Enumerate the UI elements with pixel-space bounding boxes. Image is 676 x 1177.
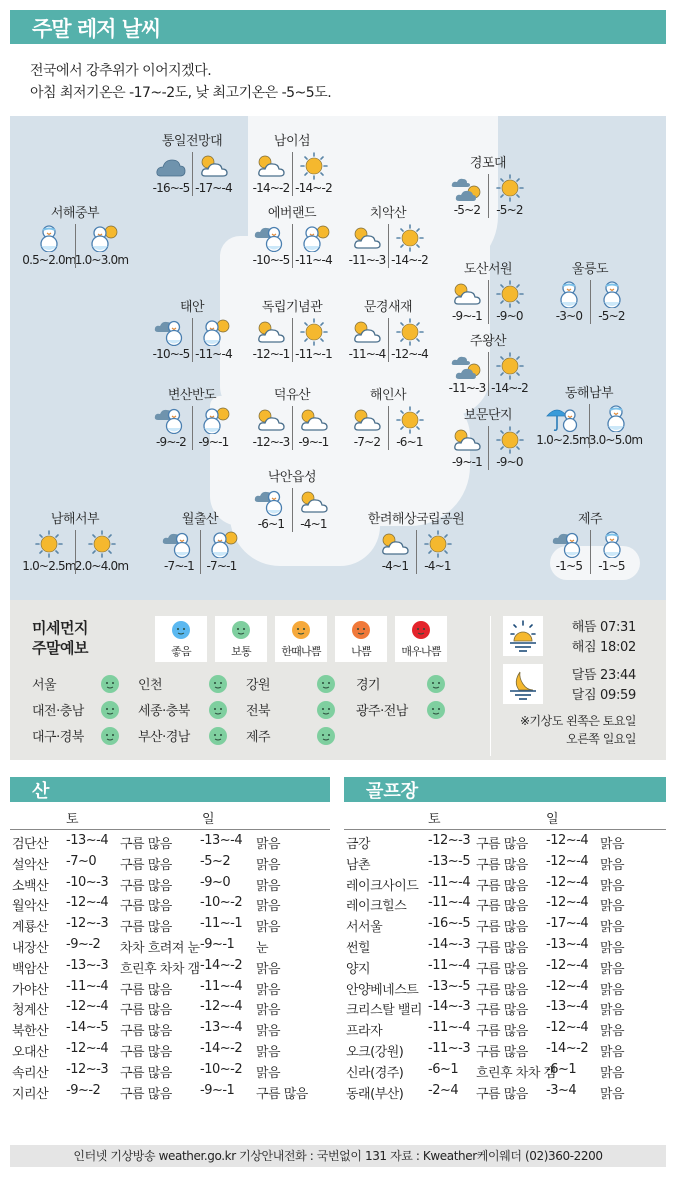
cell-sun-temp: -14~-2 bbox=[200, 957, 243, 973]
snowman-sun-icon bbox=[196, 406, 232, 434]
cell-sun-wx: 맑음 bbox=[256, 920, 281, 936]
cell-sun-wx: 맑음 bbox=[256, 1003, 281, 1019]
dust-title: 미세먼지 주말예보 bbox=[32, 619, 88, 657]
legend-normal: 보통 bbox=[215, 616, 267, 662]
cell-sun-temp: -9~-1 bbox=[200, 1082, 235, 1098]
cell-name: 레이크힐스 bbox=[346, 899, 407, 915]
mountains-title: 산 bbox=[32, 781, 50, 802]
cell-sat-temp: -12~-3 bbox=[66, 916, 109, 932]
footer: 인터넷 기상방송 weather.go.kr 기상안내전화 : 국번없이 131 자료 : Kweather케이웨더 (02)360-2200 bbox=[10, 1145, 666, 1167]
snowman-sun-icon bbox=[84, 224, 120, 252]
map-spot: 주왕산 -11~-3 -14~-2 bbox=[438, 334, 538, 396]
cell-sun-wx: 맑음 bbox=[600, 982, 625, 998]
sunny-icon bbox=[31, 530, 67, 558]
cell-sun-temp: -14~-2 bbox=[546, 1040, 589, 1056]
cell-sat-wx: 구름 많음 bbox=[476, 1086, 528, 1102]
cell-sun-wx: 맑음 bbox=[256, 982, 281, 998]
cell-sat-wx: 구름 많음 bbox=[476, 961, 528, 977]
cell-sun-temp: -10~-2 bbox=[200, 895, 243, 911]
map-spot: 변산반도 -9~-2 -9~-1 bbox=[142, 388, 242, 450]
cell-sat-temp: -14~-3 bbox=[428, 999, 471, 1015]
region-label: 강원 bbox=[246, 678, 271, 693]
region-label: 전북 bbox=[246, 704, 271, 719]
cell-sat-temp: -12~-4 bbox=[66, 999, 109, 1015]
snowman-icon bbox=[598, 404, 634, 432]
cell-sat-temp: -14~-3 bbox=[428, 936, 471, 952]
map-spot: 울릉도 -3~0 -5~2 bbox=[540, 262, 640, 324]
face-normal-icon bbox=[208, 674, 228, 694]
cell-sat-wx: 흐린후 차차 갬 bbox=[476, 1065, 556, 1081]
face-partly-bad-icon bbox=[291, 620, 311, 640]
snowman-cloud-icon bbox=[153, 318, 189, 346]
table-row bbox=[10, 934, 330, 955]
map-spot: 남해서부 1.0~2.5m 2.0~4.0m bbox=[22, 512, 129, 573]
partly-cloudy-icon bbox=[296, 488, 332, 516]
cell-sat-temp: -12~-4 bbox=[66, 895, 109, 911]
cell-sat-temp: -10~-3 bbox=[66, 874, 109, 890]
cell-sat-temp: -13~-5 bbox=[428, 978, 471, 994]
cell-sat-temp: -11~-3 bbox=[428, 1040, 471, 1056]
sunny-icon bbox=[420, 530, 456, 558]
table-row bbox=[10, 851, 330, 872]
cell-sat-wx: 구름 많음 bbox=[476, 920, 528, 936]
leisure-weather-map bbox=[10, 116, 666, 600]
table-header: 토 일 bbox=[10, 806, 330, 830]
cell-sat-wx: 구름 많음 bbox=[120, 899, 172, 915]
cell-name: 오대산 bbox=[12, 1044, 49, 1060]
snowman-cloud-icon bbox=[253, 224, 289, 252]
partly-cloudy-icon bbox=[253, 318, 289, 346]
snowman-icon bbox=[594, 530, 630, 558]
fine-dust-panel bbox=[10, 600, 666, 760]
cell-name: 양지 bbox=[346, 961, 371, 977]
cell-sun-wx: 맑음 bbox=[600, 940, 625, 956]
cell-sat-wx: 구름 많음 bbox=[476, 837, 528, 852]
cell-sun-wx: 맑음 bbox=[256, 878, 281, 894]
moonrise-icon-box bbox=[503, 664, 543, 704]
cell-name: 속리산 bbox=[12, 1065, 49, 1081]
cell-sun-wx: 맑음 bbox=[600, 878, 625, 894]
table-row bbox=[10, 872, 330, 893]
sunny-icon bbox=[392, 318, 428, 346]
table-row bbox=[344, 1080, 666, 1101]
moon-times: 달뜸 23:44 달짐 09:59 bbox=[571, 668, 636, 703]
region-label: 부산·경남 bbox=[138, 730, 190, 745]
map-spot: 문경새재 -11~-4 -12~-4 bbox=[338, 300, 438, 362]
region-label: 세종·충북 bbox=[138, 704, 190, 719]
cell-sun-temp: -12~-4 bbox=[546, 978, 589, 994]
cell-name: 신라(경주) bbox=[346, 1065, 404, 1081]
cell-sun-temp: -11~-1 bbox=[200, 916, 243, 932]
cell-sun-wx: 맑음 bbox=[600, 857, 625, 873]
face-normal-icon bbox=[231, 620, 251, 640]
table-row bbox=[344, 955, 666, 976]
cell-sun-wx: 맑음 bbox=[600, 920, 625, 936]
cell-sun-wx: 맑음 bbox=[256, 837, 281, 852]
sun-moon-panel bbox=[490, 616, 660, 756]
cell-sun-temp: -9~0 bbox=[200, 874, 231, 890]
cell-sat-temp: -6~1 bbox=[428, 1061, 459, 1077]
map-spot: 태안 -10~-5 -11~-4 bbox=[142, 300, 242, 362]
cell-name: 금강 bbox=[346, 837, 371, 852]
cell-sat-temp: -13~-3 bbox=[66, 957, 109, 973]
map-note: ※기상도 왼쪽은 토요일 오른쪽 일요일 bbox=[519, 714, 636, 746]
cell-sun-temp: -3~4 bbox=[546, 1082, 577, 1098]
face-normal-icon bbox=[100, 726, 120, 746]
table-row bbox=[344, 1059, 666, 1080]
moon-icon bbox=[503, 664, 543, 704]
table-row bbox=[10, 1059, 330, 1080]
map-spot: 남이섬 -14~-2 -14~-2 bbox=[242, 134, 342, 196]
cell-name: 검단산 bbox=[12, 837, 49, 852]
face-normal-icon bbox=[208, 726, 228, 746]
cell-sun-temp: -12~-4 bbox=[546, 1020, 589, 1036]
cell-sat-wx: 구름 많음 bbox=[120, 1086, 172, 1102]
cell-name: 가야산 bbox=[12, 982, 49, 998]
map-spot: 통일전망대 -16~-5 -17~-4 bbox=[142, 134, 242, 196]
partly-cloudy-icon bbox=[196, 152, 232, 180]
weather-summary bbox=[30, 60, 331, 104]
table-row bbox=[344, 913, 666, 934]
cell-sat-wx: 구름 많음 bbox=[476, 878, 528, 894]
cell-sat-wx: 구름 많음 bbox=[120, 920, 172, 936]
table-row bbox=[10, 830, 330, 851]
cell-sun-wx: 맑음 bbox=[600, 1024, 625, 1040]
sunrise-icon bbox=[503, 616, 543, 656]
face-normal-icon bbox=[426, 700, 446, 720]
sunrise-icon-box bbox=[503, 616, 543, 656]
table-row bbox=[344, 892, 666, 913]
face-bad-icon bbox=[351, 620, 371, 640]
cell-sun-temp: -9~-1 bbox=[200, 936, 235, 952]
cell-sat-wx: 차차 흐려져 눈 bbox=[120, 940, 200, 956]
cell-sat-temp: -13~-4 bbox=[66, 833, 109, 848]
region-label: 서울 bbox=[32, 678, 57, 693]
cell-sat-temp: -11~-4 bbox=[428, 957, 471, 973]
map-spot: 월출산 -7~-1 -7~-1 bbox=[150, 512, 250, 574]
map-spot: 독립기념관 -12~-1 -11~-1 bbox=[242, 300, 342, 362]
cell-sat-wx: 구름 많음 bbox=[120, 982, 172, 998]
page-title-bar bbox=[10, 10, 666, 44]
cell-sat-wx: 구름 많음 bbox=[120, 837, 172, 852]
table-row bbox=[10, 996, 330, 1017]
sunny-icon bbox=[296, 152, 332, 180]
page-title: 주말 레저 날씨 bbox=[32, 17, 161, 41]
cell-sat-temp: -11~-4 bbox=[428, 874, 471, 890]
cell-sun-temp: -11~-4 bbox=[200, 978, 243, 994]
snowman-icon bbox=[31, 224, 67, 252]
table-row bbox=[10, 1038, 330, 1059]
cell-name: 내장산 bbox=[12, 940, 49, 956]
cell-name: 월악산 bbox=[12, 899, 49, 915]
cell-sat-wx: 흐린후 차차 갬 bbox=[120, 961, 200, 977]
cell-sun-wx: 맑음 bbox=[600, 1003, 625, 1019]
table-row bbox=[10, 892, 330, 913]
face-normal-icon bbox=[316, 726, 336, 746]
cell-sun-wx: 맑음 bbox=[256, 857, 281, 873]
legend-very-bad: 매우나쁨 bbox=[395, 616, 447, 662]
map-spot: 제주 -1~5 -1~5 bbox=[540, 512, 640, 574]
cell-name: 크리스탈 밸리 bbox=[346, 1003, 422, 1019]
map-spot: 서해중부 0.5~2.0m 1.0~3.0m bbox=[22, 206, 129, 267]
cell-name: 썬힐 bbox=[346, 940, 371, 956]
face-very-bad-icon bbox=[411, 620, 431, 640]
cell-sat-wx: 구름 많음 bbox=[476, 1024, 528, 1040]
cell-sun-wx: 맑음 bbox=[600, 1086, 625, 1102]
cell-name: 소백산 bbox=[12, 878, 49, 894]
partly-cloudy-icon bbox=[377, 530, 413, 558]
mountains-header bbox=[10, 777, 330, 802]
map-spot: 낙안읍성 -6~1 -4~1 bbox=[242, 470, 342, 532]
face-normal-icon bbox=[208, 700, 228, 720]
face-normal-icon bbox=[426, 674, 446, 694]
cell-sat-temp: -11~-4 bbox=[428, 1020, 471, 1036]
face-good-icon bbox=[171, 620, 191, 640]
table-row bbox=[10, 913, 330, 934]
table-row bbox=[10, 1080, 330, 1101]
cell-sat-wx: 구름 많음 bbox=[120, 1044, 172, 1060]
cell-sat-temp: -7~0 bbox=[66, 853, 97, 869]
snowman-icon bbox=[594, 280, 630, 308]
cell-sat-temp: -9~-2 bbox=[66, 1082, 101, 1098]
cell-sat-temp: -16~-5 bbox=[428, 916, 471, 932]
map-spot: 보문단지 -9~-1 -9~0 bbox=[438, 408, 538, 470]
cell-sat-temp: -11~-4 bbox=[66, 978, 109, 994]
partly-cloudy-icon bbox=[349, 224, 385, 252]
cell-name: 오크(강원) bbox=[346, 1044, 404, 1060]
legend-bad: 나쁨 bbox=[335, 616, 387, 662]
cell-sun-temp: -13~-4 bbox=[546, 999, 589, 1015]
cell-name: 지리산 bbox=[12, 1086, 49, 1102]
cell-name: 설악산 bbox=[12, 857, 49, 873]
cloudy-dark-icon bbox=[153, 152, 189, 180]
face-normal-icon bbox=[316, 700, 336, 720]
cell-name: 레이크사이드 bbox=[346, 878, 419, 894]
map-spot: 덕유산 -12~-3 -9~-1 bbox=[242, 388, 342, 450]
legend-partly-bad: 한때나쁨 bbox=[275, 616, 327, 662]
snowman-cloud-icon bbox=[161, 530, 197, 558]
cell-sat-wx: 구름 많음 bbox=[476, 982, 528, 998]
cell-sun-wx: 맑음 bbox=[600, 1044, 625, 1060]
region-label: 인천 bbox=[138, 678, 163, 693]
golf-table bbox=[344, 806, 666, 1100]
face-normal-icon bbox=[316, 674, 336, 694]
snowman-sun-icon bbox=[296, 224, 332, 252]
map-spot: 해인사 -7~2 -6~1 bbox=[338, 388, 438, 450]
cell-sat-wx: 구름 많음 bbox=[476, 1044, 528, 1060]
table-row bbox=[344, 1038, 666, 1059]
table-row bbox=[10, 1017, 330, 1038]
sunny-icon bbox=[492, 352, 528, 380]
cell-sat-wx: 구름 많음 bbox=[476, 1003, 528, 1019]
cell-name: 동래(부산) bbox=[346, 1086, 404, 1102]
table-row bbox=[344, 872, 666, 893]
cell-name: 청계산 bbox=[12, 1003, 49, 1019]
sunny-icon bbox=[492, 426, 528, 454]
cell-sun-wx: 구름 많음 bbox=[256, 1086, 308, 1102]
table-row bbox=[344, 830, 666, 851]
cell-sat-wx: 구름 많음 bbox=[476, 899, 528, 915]
table-row bbox=[10, 955, 330, 976]
cell-sun-temp: -13~-4 bbox=[200, 1020, 243, 1036]
table-row bbox=[344, 1017, 666, 1038]
partly-cloudy-icon bbox=[296, 406, 332, 434]
map-spot: 에버랜드 -10~-5 -11~-4 bbox=[242, 206, 342, 268]
cell-sun-temp: -5~2 bbox=[200, 853, 231, 869]
partly-cloudy-icon bbox=[449, 426, 485, 454]
cell-sun-wx: 맑음 bbox=[256, 961, 281, 977]
cell-sun-temp: -12~-4 bbox=[200, 999, 243, 1015]
region-label: 대구·경북 bbox=[32, 730, 84, 745]
cell-sun-temp: -10~-2 bbox=[200, 1061, 243, 1077]
partly-cloudy-icon bbox=[349, 406, 385, 434]
summary-line-2: 아침 최저기온은 -17~-2도, 낮 최고기온은 -5~5도. bbox=[30, 85, 332, 101]
cell-sun-temp: -12~-4 bbox=[546, 874, 589, 890]
cell-sun-wx: 맑음 bbox=[256, 899, 281, 915]
cell-sun-temp: -14~-2 bbox=[200, 1040, 243, 1056]
partly-cloudy-icon bbox=[253, 406, 289, 434]
cell-sat-wx: 구름 많음 bbox=[120, 1024, 172, 1040]
cell-sun-temp: -17~-4 bbox=[546, 916, 589, 932]
sunny-icon bbox=[84, 530, 120, 558]
cell-sun-temp: -12~-4 bbox=[546, 833, 589, 848]
cell-sat-wx: 구름 많음 bbox=[120, 1065, 172, 1081]
cell-sun-wx: 맑음 bbox=[256, 1065, 281, 1081]
cell-sat-temp: -12~-3 bbox=[428, 833, 471, 848]
table-row bbox=[344, 976, 666, 997]
cell-name: 안양베네스트 bbox=[346, 982, 419, 998]
cell-sat-temp: -14~-5 bbox=[66, 1020, 109, 1036]
clouds-sun-dark-icon bbox=[449, 352, 485, 380]
cell-sat-wx: 구름 많음 bbox=[120, 878, 172, 894]
snowman-cloud-icon bbox=[551, 530, 587, 558]
table-row bbox=[344, 996, 666, 1017]
summary-line-1: 전국에서 강추위가 이어지겠다. bbox=[30, 63, 212, 79]
snowman-cloud-icon bbox=[253, 488, 289, 516]
snowman-sun-icon bbox=[196, 318, 232, 346]
region-label: 제주 bbox=[246, 730, 271, 745]
snowman-umbrella-icon bbox=[545, 404, 581, 432]
cell-name: 프라자 bbox=[346, 1024, 383, 1040]
sun-times: 해뜸 07:31 해짐 18:02 bbox=[571, 620, 636, 655]
cell-name: 백암산 bbox=[12, 961, 49, 977]
mountains-table bbox=[10, 806, 330, 1100]
cell-sat-temp: -13~-5 bbox=[428, 853, 471, 869]
cell-sat-temp: -12~-3 bbox=[66, 1061, 109, 1077]
table-header: 토 일 bbox=[344, 806, 666, 830]
map-spot: 동해남부 1.0~2.5m 3.0~5.0m bbox=[536, 386, 643, 447]
cell-sun-temp: -6~1 bbox=[546, 1061, 577, 1077]
golf-header bbox=[344, 777, 666, 802]
sunny-icon bbox=[492, 174, 528, 202]
sunny-icon bbox=[492, 280, 528, 308]
cell-sun-temp: -13~-4 bbox=[200, 833, 243, 848]
cell-sat-wx: 구름 많음 bbox=[476, 857, 528, 873]
sunny-icon bbox=[392, 224, 428, 252]
table-row bbox=[10, 976, 330, 997]
partly-cloudy-icon bbox=[449, 280, 485, 308]
cell-sat-temp: -2~4 bbox=[428, 1082, 459, 1098]
cell-sat-temp: -12~-4 bbox=[66, 1040, 109, 1056]
region-label: 대전·충남 bbox=[32, 704, 84, 719]
snowman-cloud-icon bbox=[153, 406, 189, 434]
cell-sun-wx: 맑음 bbox=[600, 899, 625, 915]
cell-sun-wx: 맑음 bbox=[256, 1024, 281, 1040]
cell-sun-temp: -12~-4 bbox=[546, 853, 589, 869]
snowman-sun-icon bbox=[204, 530, 240, 558]
cell-sat-temp: -9~-2 bbox=[66, 936, 101, 952]
map-spot: 한려해상국립공원 -4~1 -4~1 bbox=[367, 512, 465, 573]
partly-cloudy-icon bbox=[349, 318, 385, 346]
cell-sat-wx: 구름 많음 bbox=[120, 857, 172, 873]
cell-name: 남촌 bbox=[346, 857, 371, 873]
legend-good: 좋음 bbox=[155, 616, 207, 662]
cell-sun-temp: -13~-4 bbox=[546, 936, 589, 952]
cell-sun-temp: -12~-4 bbox=[546, 895, 589, 911]
map-spot: 경포대 -5~2 -5~2 bbox=[438, 156, 538, 218]
cell-sun-wx: 맑음 bbox=[600, 837, 625, 852]
snowman-icon bbox=[551, 280, 587, 308]
region-label: 광주·전남 bbox=[356, 704, 408, 719]
clouds-sun-dark-icon bbox=[449, 174, 485, 202]
cell-sat-temp: -11~-4 bbox=[428, 895, 471, 911]
cell-sun-wx: 맑음 bbox=[600, 961, 625, 977]
cell-sun-wx: 맑음 bbox=[256, 1044, 281, 1060]
cell-name: 서서울 bbox=[346, 920, 383, 936]
map-spot: 치악산 -11~-3 -14~-2 bbox=[338, 206, 438, 268]
cell-sat-wx: 구름 많음 bbox=[120, 1003, 172, 1019]
sunny-icon bbox=[392, 406, 428, 434]
cell-name: 계룡산 bbox=[12, 920, 49, 936]
region-label: 경기 bbox=[356, 678, 381, 693]
map-spot: 도산서원 -9~-1 -9~0 bbox=[438, 262, 538, 324]
face-normal-icon bbox=[100, 674, 120, 694]
partly-cloudy-icon bbox=[253, 152, 289, 180]
cell-name: 북한산 bbox=[12, 1024, 49, 1040]
sunny-icon bbox=[296, 318, 332, 346]
table-row bbox=[344, 851, 666, 872]
face-normal-icon bbox=[100, 700, 120, 720]
cell-sun-temp: -12~-4 bbox=[546, 957, 589, 973]
cell-sun-wx: 맑음 bbox=[600, 1065, 625, 1081]
cell-sun-wx: 눈 bbox=[256, 940, 269, 956]
golf-title: 골프장 bbox=[366, 781, 419, 802]
cell-sat-wx: 구름 많음 bbox=[476, 940, 528, 956]
table-row bbox=[344, 934, 666, 955]
